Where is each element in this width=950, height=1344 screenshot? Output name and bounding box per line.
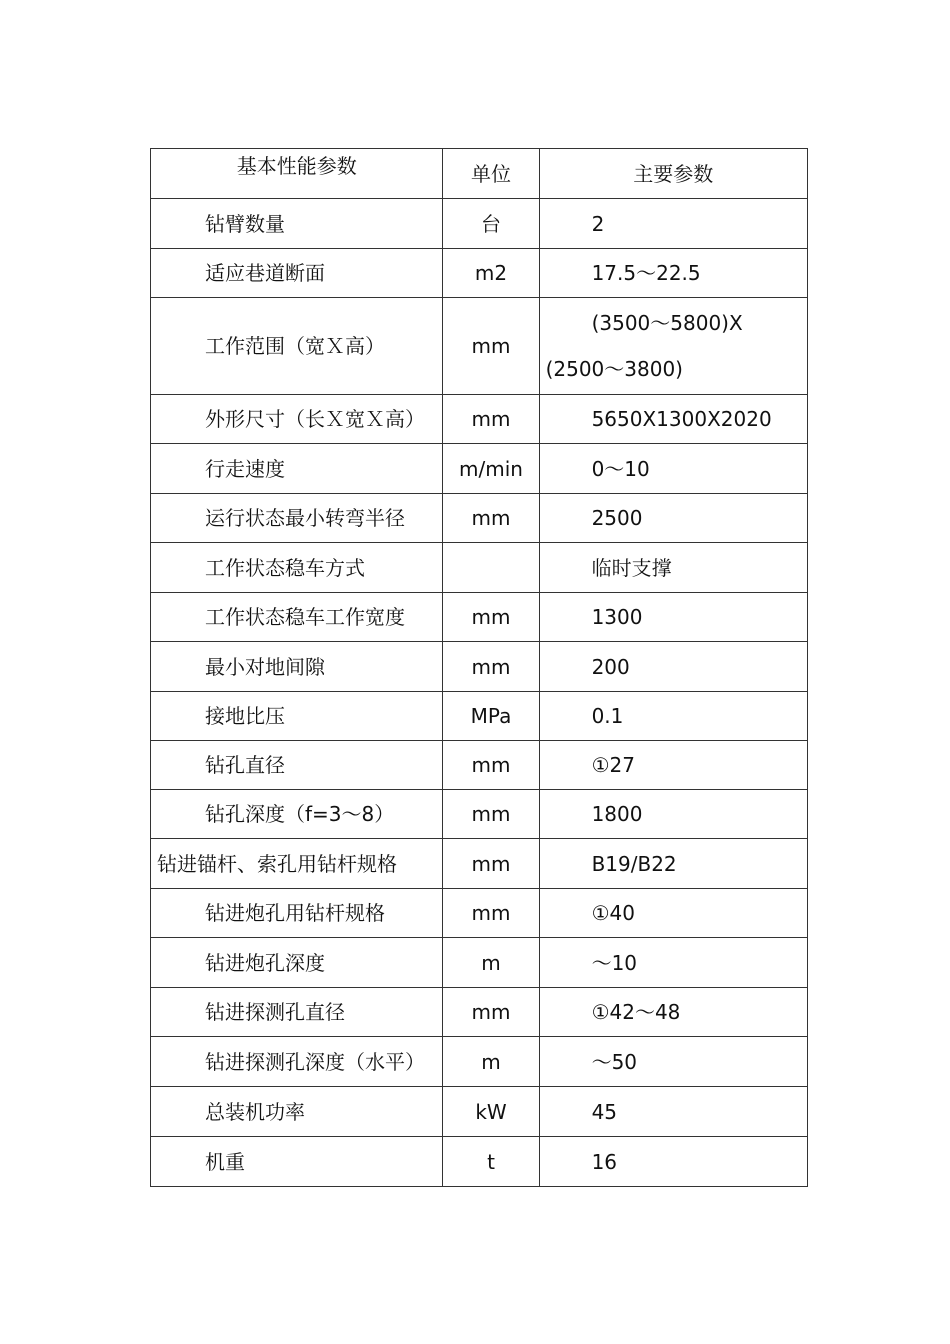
param-name: 钻臂数量 (151, 199, 443, 249)
param-unit: m (443, 1037, 539, 1087)
table-row (151, 395, 808, 444)
table-row (151, 494, 808, 543)
param-name: 总装机功率 (151, 1087, 443, 1137)
param-name: 钻进锚杆、索孔用钻杆规格 (151, 839, 443, 889)
param-name: 钻进炮孔深度 (151, 938, 443, 988)
param-value: 1800 (539, 790, 807, 839)
param-value-line2: (2500〜3800) (545, 357, 683, 381)
param-value: 2 (539, 199, 807, 249)
table-row (151, 593, 808, 642)
param-name: 钻进探测孔深度（水平） (151, 1037, 443, 1087)
param-unit: mm (443, 395, 539, 444)
param-unit (443, 543, 539, 593)
table-row (151, 444, 808, 494)
param-value (539, 298, 807, 395)
param-unit: kW (443, 1087, 539, 1137)
param-value: 5650X1300X2020 (539, 395, 807, 444)
param-unit: m/min (443, 444, 539, 494)
param-unit: mm (443, 988, 539, 1037)
param-value: 16 (539, 1137, 807, 1187)
param-unit: t (443, 1137, 539, 1187)
param-value: 临时支撑 (539, 543, 807, 593)
param-unit: m (443, 938, 539, 988)
param-unit: mm (443, 889, 539, 938)
param-name: 钻孔深度（f=3〜8） (151, 790, 443, 839)
param-unit: mm (443, 790, 539, 839)
table-row (151, 1137, 808, 1187)
param-value: 1300 (539, 593, 807, 642)
param-value: ①42〜48 (539, 988, 807, 1037)
table-row (151, 543, 808, 593)
spec-table (150, 148, 808, 1187)
param-name: 钻孔直径 (151, 741, 443, 790)
param-unit: mm (443, 642, 539, 692)
table-row (151, 249, 808, 298)
table-row (151, 889, 808, 938)
param-value: 〜10 (539, 938, 807, 988)
param-name: 工作状态稳车工作宽度 (151, 593, 443, 642)
table-row (151, 790, 808, 839)
table-row (151, 199, 808, 249)
table-header-row (151, 149, 808, 199)
header-unit: 单位 (443, 149, 539, 199)
param-unit: mm (443, 298, 539, 395)
param-name: 钻进探测孔直径 (151, 988, 443, 1037)
param-unit: mm (443, 494, 539, 543)
param-name: 工作范围（宽Ｘ高） (151, 298, 443, 395)
param-name: 外形尺寸（长Ｘ宽Ｘ高） (151, 395, 443, 444)
param-unit: mm (443, 741, 539, 790)
param-name: 钻进炮孔用钻杆规格 (151, 889, 443, 938)
param-name: 最小对地间隙 (151, 642, 443, 692)
param-unit: m2 (443, 249, 539, 298)
param-value: 17.5〜22.5 (539, 249, 807, 298)
table-row (151, 642, 808, 692)
table-row (151, 938, 808, 988)
param-unit: 台 (443, 199, 539, 249)
table-row (151, 1087, 808, 1137)
table-row (151, 692, 808, 741)
param-value: ①27 (539, 741, 807, 790)
param-name: 行走速度 (151, 444, 443, 494)
param-name: 接地比压 (151, 692, 443, 741)
param-unit: MPa (443, 692, 539, 741)
param-unit: mm (443, 593, 539, 642)
param-value: ①40 (539, 889, 807, 938)
param-value: 0〜10 (539, 444, 807, 494)
param-value: 0.1 (539, 692, 807, 741)
param-name: 运行状态最小转弯半径 (151, 494, 443, 543)
param-value: B19/B22 (539, 839, 807, 889)
param-value: 200 (539, 642, 807, 692)
table-row (151, 839, 808, 889)
table-row (151, 1037, 808, 1087)
table-row (151, 988, 808, 1037)
param-value: 2500 (539, 494, 807, 543)
table-row (151, 741, 808, 790)
param-value-line1: (3500〜5800)X (591, 311, 743, 335)
param-unit: mm (443, 839, 539, 889)
table-row (151, 298, 808, 395)
header-performance-param: 基本性能参数 (151, 149, 443, 199)
param-name: 机重 (151, 1137, 443, 1187)
header-main-param: 主要参数 (539, 149, 807, 199)
param-value: 〜50 (539, 1037, 807, 1087)
param-name: 适应巷道断面 (151, 249, 443, 298)
param-value: 45 (539, 1087, 807, 1137)
param-name: 工作状态稳车方式 (151, 543, 443, 593)
